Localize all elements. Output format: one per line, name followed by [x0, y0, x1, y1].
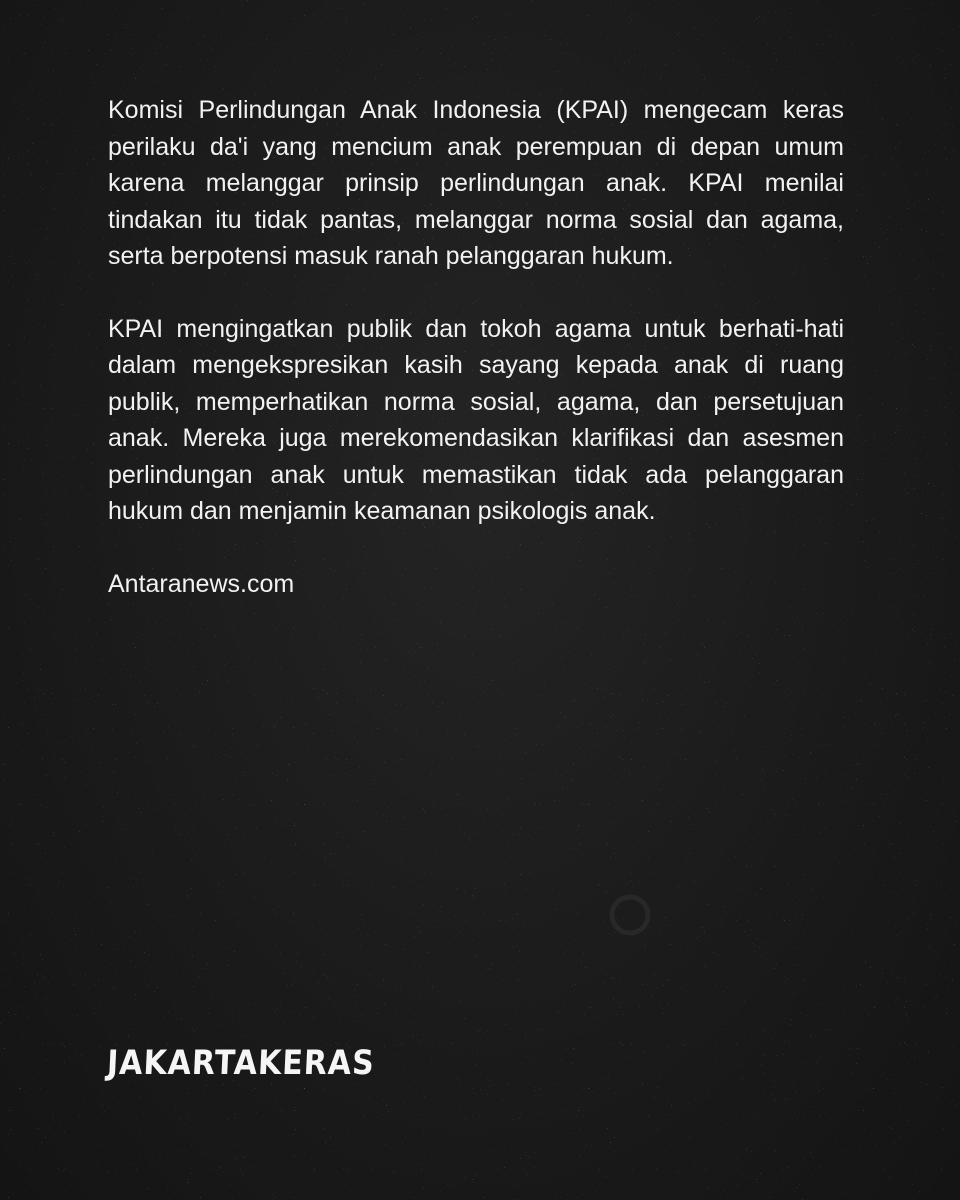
article-paragraph-1: Komisi Perlindungan Anak Indonesia (KPAI) mengecam keras perilaku da'i yang mencium anak perempuan di depan umum karena melanggar prinsip perlindungan anak. KPAI menilai tindakan itu tidak pantas, melanggar norma sosial dan agama, serta berpotensi masuk ranah pelanggaran hukum.: [108, 96, 844, 270]
article-paragraph-2: KPAI mengingatkan publik dan tokoh agama untuk berhati-hati dalam mengekspresikan kasih sayang kepada anak di ruang publik, memperhatikan norma sosial, agama, dan persetujuan anak. Mereka juga merekomendasikan klarifikasi dan asesmen perlindungan anak untuk memastikan tidak ada pelanggaran hukum dan menjamin keamanan psikologis anak.: [108, 314, 844, 525]
article-source: Antaranews.com: [108, 569, 295, 598]
article-body: [108, 92, 844, 602]
brand-logo: JAKARTAKERAS: [106, 1044, 376, 1084]
